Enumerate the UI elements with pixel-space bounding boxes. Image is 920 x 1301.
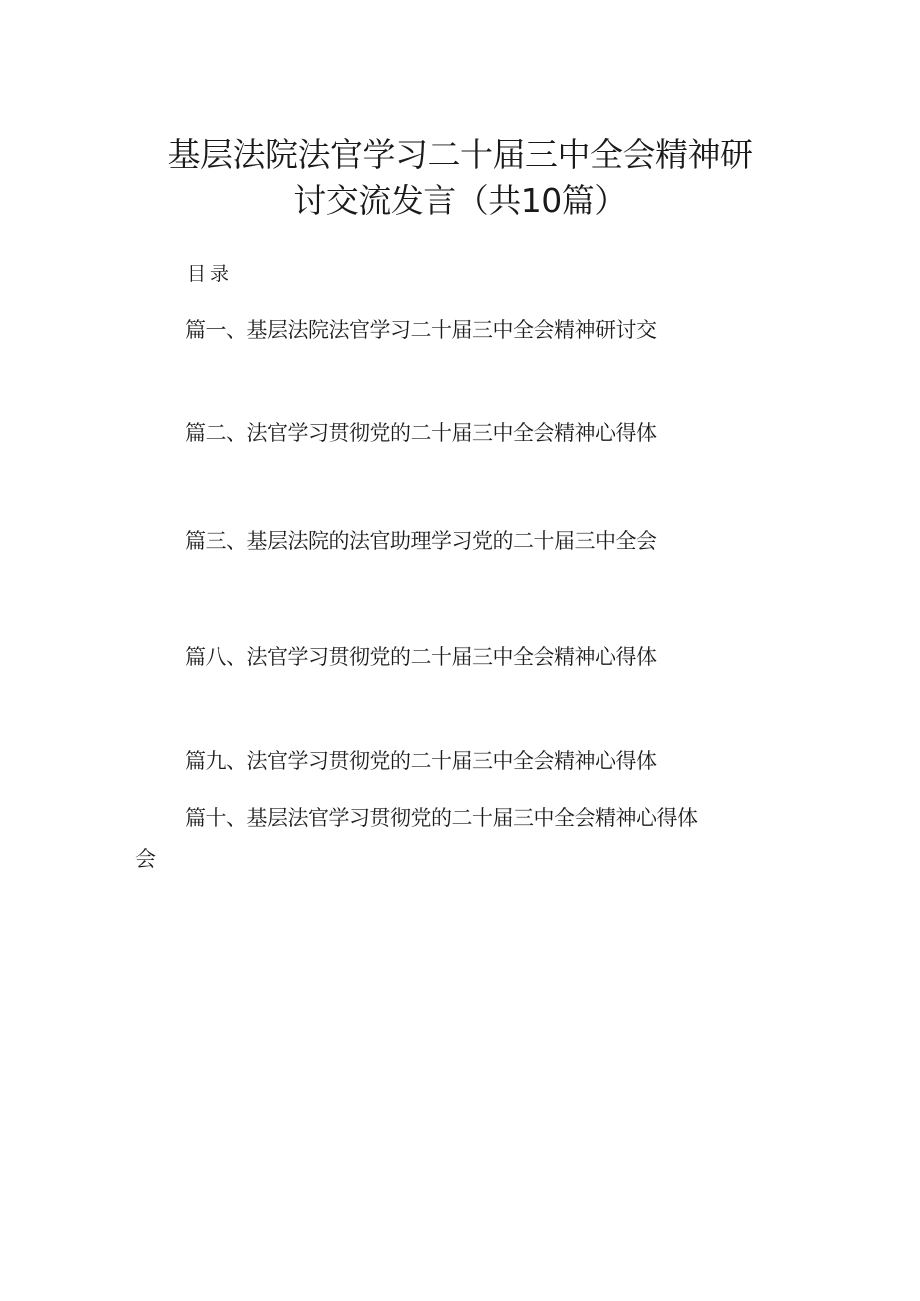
- toc-item-1[interactable]: 篇一、基层法院法官学习二十届三中全会精神研讨交: [185, 318, 657, 342]
- toc-item-10[interactable]: 篇十、基层法官学习贯彻党的二十届三中全会精神心得体: [185, 806, 698, 830]
- toc-heading: 目录: [187, 263, 234, 285]
- toc-item-2[interactable]: 篇二、法官学习贯彻党的二十届三中全会精神心得体: [185, 421, 657, 445]
- document-title: [130, 132, 790, 224]
- toc-item-8[interactable]: 篇八、法官学习贯彻党的二十届三中全会精神心得体: [185, 645, 657, 669]
- toc-item-10-continuation[interactable]: 会: [135, 847, 156, 871]
- document-title-line-1: 基层法院法官学习二十届三中全会精神研: [167, 135, 753, 174]
- toc-item-3[interactable]: 篇三、基层法院的法官助理学习党的二十届三中全会: [185, 529, 657, 553]
- toc-item-9[interactable]: 篇九、法官学习贯彻党的二十届三中全会精神心得体: [185, 749, 657, 773]
- document-title-line-2: 讨交流发言（共10篇）: [293, 181, 627, 220]
